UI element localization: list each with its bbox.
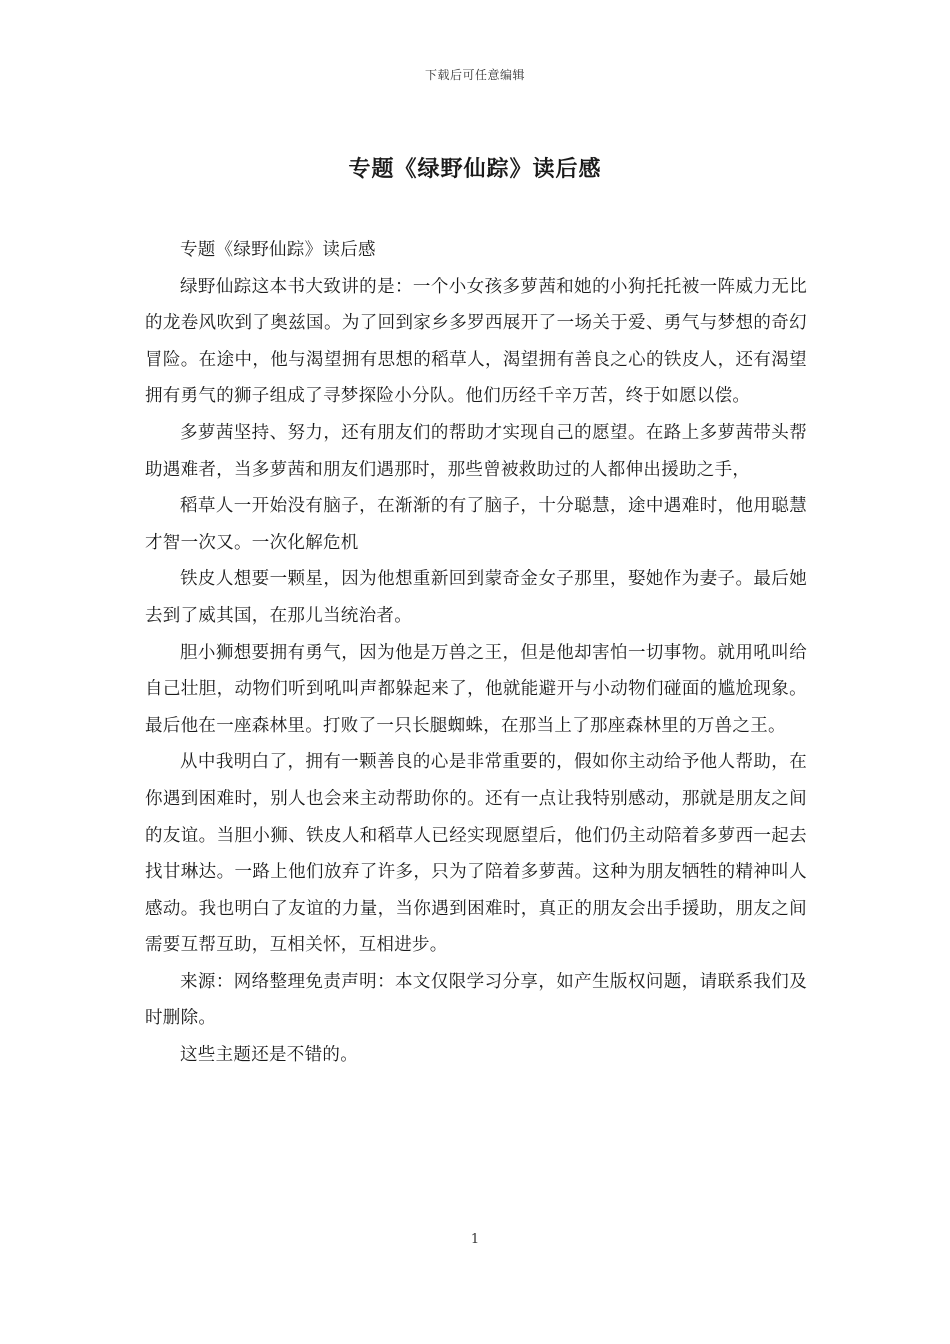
document-body — [145, 232, 807, 1074]
paragraph-tin-man: 铁皮人想要一颗星，因为他想重新回到蒙奇金女子那里，娶她作为妻子。最后她去到了威其国，在那儿当统治者。 — [145, 569, 807, 626]
paragraph-disclaimer: 来源：网络整理免责声明：本文仅限学习分享，如产生版权问题，请联系我们及时删除。 — [145, 971, 807, 1029]
header-note: 下载后可任意编辑 — [424, 68, 525, 82]
paragraph-reflection: 从中我明白了，拥有一颗善良的心是非常重要的，假如你主动给予他人帮助，在你遇到困难时，别人也会来主动帮助你的。还有一点让我特别感动，那就是朋友之间的友谊。当胆小狮、铁皮人和稻草人已经实现愿望后，他们仍主动陪着多萝西一起去找甘琳达。一路上他们放弃了许多，只为了陪着多萝茜。这种为朋友牺牲的精神叫人感动。我也明白了友谊的力量，当你遇到困难时，真正的朋友会出手援助，朋友之间需要互帮互助，互相关怀，互相进步。 — [145, 752, 807, 956]
paragraph-dorothy: 多萝茜坚持、努力，还有朋友们的帮助才实现自己的愿望。在路上多萝茜带头帮助遇难者，当多萝茜和朋友们遇那时，那些曾被救助过的人都伸出援助之手， — [145, 422, 807, 480]
paragraph-summary: 绿野仙踪这本书大致讲的是：一个小女孩多萝茜和她的小狗托托被一阵威力无比的龙卷风吹到了奥兹国。为了回到家乡多罗西展开了一场关于爱、勇气与梦想的奇幻冒险。在途中，他与渴望拥有思想的稻草人，渴望拥有善良之心的铁皮人，还有渴望拥有勇气的狮子组成了寻梦探险小分队。他们历经千辛万苦，终于如愿以偿。 — [145, 276, 807, 407]
paragraph-scarecrow: 稻草人一开始没有脑子，在渐渐的有了脑子，十分聪慧，途中遇难时，他用聪慧才智一次又。一次化解危机 — [145, 496, 807, 553]
paragraph-closing: 这些主题还是不错的。 — [180, 1045, 358, 1066]
document-title: 专题《绿野仙踪》读后感 — [348, 156, 602, 182]
page-number: 1 — [470, 1232, 480, 1247]
paragraph-subtitle: 专题《绿野仙踪》读后感 — [180, 240, 376, 260]
paragraph-lion: 胆小狮想要拥有勇气，因为他是万兽之王，但是他却害怕一切事物。就用吼叫给自己壮胆，动物们听到吼叫声都躲起来了，他就能避开与小动物们碰面的尴尬现象。最后他在一座森林里。打败了一只长腿蜘蛛，在那当上了那座森林里的万兽之王。 — [145, 642, 807, 736]
